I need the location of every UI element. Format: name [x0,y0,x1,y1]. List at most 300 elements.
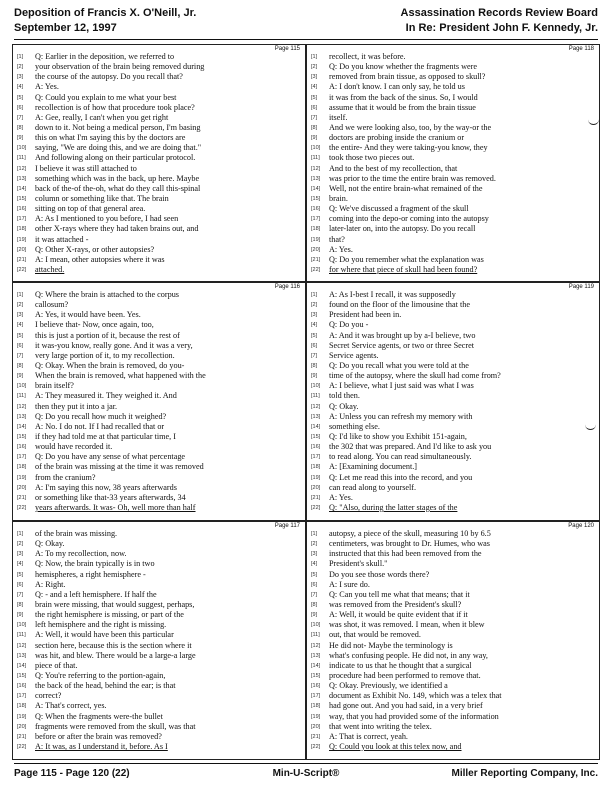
transcript-line [17,204,301,214]
line-text: column or something like that. The brain [35,193,169,203]
transcript-line [311,93,595,103]
line-number: [11] [311,632,320,639]
line-number: [17] [17,454,27,461]
line-text: indicate to us that he thought that a surgical [329,660,472,670]
line-text: brain were missing, that would suggest, perhaps, [35,599,195,609]
transcript-line [17,661,301,671]
line-text: sitting on top of that general area. [35,204,146,214]
line-text: When the brain is removed, what happened with the [35,371,206,381]
line-number: [2] [311,64,318,71]
transcript-line [17,133,301,143]
line-number: [13] [17,175,27,182]
transcript-line [311,590,595,600]
transcript-line [17,671,301,681]
line-number: [3] [311,312,318,319]
line-number: [1] [311,531,318,537]
line-number: [3] [311,551,318,558]
transcript-line [311,402,595,412]
transcript-line [311,422,595,432]
line-text: very large portion of it, to my recollection. [35,350,175,360]
line-text: A: That is correct, yeah. [329,731,408,741]
transcript-line [17,113,301,123]
line-number: [12] [311,403,321,410]
line-text: Q: Do you know whether the fragments were [329,62,478,72]
transcript-line [311,184,595,194]
transcript-line [17,432,301,442]
page-number: Page 116 [274,284,300,290]
line-number: [7] [17,352,24,359]
transcript-line [17,391,301,401]
line-text: Q: - and a left hemisphere. If half the [35,589,157,599]
line-text: that went into writing the telex. [329,721,432,731]
line-number: [19] [17,713,27,720]
line-text: A: And it was brought up by a-I believe, two [329,330,476,340]
line-text: time of the autopsy, where the skull had come from? [329,371,501,381]
line-text: your observation of the brain being removed during [35,62,205,72]
transcript-line [17,82,301,92]
transcript-line [311,361,595,371]
transcript-line [17,214,301,224]
transcript-line [17,559,301,569]
line-text: And to the best of my recollection, that [329,163,458,173]
line-text: of the brain was missing at the time it was removed [35,462,204,472]
line-number: [22] [17,266,27,273]
line-number: [22] [17,504,27,511]
transcript-page [306,282,600,521]
board-name: Assassination Records Review Board [400,7,598,19]
line-text: A: Yes. [329,492,353,502]
line-number: [3] [17,551,24,558]
deposition-date: September 12, 1997 [14,22,117,34]
line-text: brain itself? [35,381,74,391]
line-text: of the brain was missing. [35,529,118,538]
transcript-line [311,559,595,569]
transcript-line [311,529,595,539]
transcript-line [311,671,595,681]
transcript-line [311,630,595,640]
line-number: [10] [17,145,27,152]
line-number: [14] [311,423,321,430]
line-number: [1] [311,292,318,298]
line-number: [17] [311,693,321,700]
transcript-line [17,732,301,742]
line-text: Q: "Also, during the latter stages of the [329,502,458,512]
transcript-line [17,681,301,691]
line-number: [11] [17,155,26,162]
line-number: [20] [311,723,321,730]
transcript-line [17,62,301,72]
line-text: Q: Can you tell me what that means; that it [329,589,470,599]
line-text: A: That's correct, yes. [35,701,107,711]
line-number: [11] [17,632,26,639]
line-text: found on the floor of the limousine that the [329,300,470,310]
transcript-line [311,133,595,143]
transcript-line [17,712,301,722]
transcript-line [311,310,595,320]
line-number: [15] [311,433,321,440]
line-text: it was attached - [35,234,89,244]
transcript-line [311,194,595,204]
transcript-line [311,391,595,401]
line-number: [1] [17,292,24,298]
transcript-line [311,549,595,559]
line-number: [18] [17,703,27,710]
transcript-line [311,123,595,133]
line-number: [7] [311,591,318,598]
line-text: Q: Earlier in the deposition, we referred to [35,52,175,61]
line-text: A: Unless you can refresh my memory with [329,411,473,421]
transcript-line [17,381,301,391]
line-text: was removed from the President's skull? [329,599,462,609]
transcript-line [311,742,595,752]
transcript-line [311,113,595,123]
line-text: or something like that-33 years afterwards, 34 [35,492,186,502]
line-number: [13] [17,652,27,659]
transcript-line [311,174,595,184]
line-number: [18] [311,226,321,233]
line-number: [22] [311,743,321,750]
line-number: [22] [311,504,321,511]
line-number: [22] [311,266,321,273]
line-text: Q: Do you recall how much it weighed? [35,411,167,421]
transcript-line [17,224,301,234]
line-number: [6] [17,581,24,588]
line-text: President had been in. [329,310,402,320]
line-number: [8] [311,601,318,608]
line-number: [7] [17,591,24,598]
transcript-line [17,402,301,412]
line-text: was shot, it was removed. I mean, when it blew [329,620,485,630]
transcript-line [311,661,595,671]
line-text: removed from brain tissue, as opposed to skull? [329,72,486,82]
line-number: [17] [311,454,321,461]
line-number: [21] [17,494,27,501]
line-number: [5] [311,94,318,101]
transcript-line [17,93,301,103]
line-number: [15] [17,195,27,202]
transcript-line [17,361,301,371]
line-text: I believe that- Now, once again, too, [35,320,154,330]
transcript-line [17,174,301,184]
line-text: A: I'm saying this now, 38 years afterwards [35,482,177,492]
line-number: [10] [311,383,321,390]
line-text: He did not- Maybe the terminology is [329,640,453,650]
line-text: Q: Okay. [329,401,359,411]
line-text: was prior to the time the entire brain was removed. [329,173,496,183]
line-text: took those two pieces out. [329,153,415,163]
line-text: brain. [329,193,348,203]
header-right [401,6,598,36]
line-text: A: I believe, what I just said was what I was [329,381,474,391]
deposition-name: Deposition of Francis X. O'Neill, Jr. [14,7,197,19]
line-number: [5] [17,571,24,578]
line-number: [19] [17,474,27,481]
line-text: can read along to yourself. [329,482,417,492]
transcript-footer [14,768,598,784]
transcript-line [17,442,301,452]
line-text: document as Exhibit No. 149, which was a telex that [329,691,502,701]
line-text: centimeters, was brought to Dr. Humes, who was [329,539,490,549]
transcript-line [311,204,595,214]
line-text: Q: We've discussed a fragment of the skull [329,204,469,214]
transcript-pages-grid [12,44,600,760]
line-number: [4] [17,322,24,329]
transcript-line [311,483,595,493]
transcript-line [311,462,595,472]
page-number: Page 115 [274,46,300,52]
line-text: A: Right. [35,579,66,589]
transcript-line [17,351,301,361]
footer-company: Miller Reporting Company, Inc. [451,768,598,779]
transcript-line [311,712,595,722]
line-number: [2] [311,541,318,548]
line-text: A: I mean, other autopsies where it was [35,254,165,264]
line-text: left hemisphere and the right is missing. [35,620,167,630]
line-number: [12] [17,403,27,410]
transcript-line [17,72,301,82]
line-number: [9] [311,612,318,619]
line-number: [1] [311,54,318,60]
line-text: A: Yes. [329,244,353,254]
footer-software: Min-U-Script® [272,768,340,779]
line-number: [14] [311,662,321,669]
line-text: that? [329,234,345,244]
transcript-page [306,44,600,282]
line-text: Do you see those words there? [329,569,430,579]
line-text: Q: Where the brain is attached to the corpus [35,290,179,299]
line-number: [4] [311,84,318,91]
transcript-line [17,483,301,493]
line-number: [13] [17,413,27,420]
transcript-line [311,620,595,630]
line-number: [3] [17,312,24,319]
transcript-line [311,164,595,174]
line-text: fragments were removed from the skull, was that [35,721,196,731]
footer-rule [14,763,598,764]
line-number: [4] [311,322,318,329]
transcript-line [311,580,595,590]
transcript-line [311,503,595,513]
line-number: [2] [17,302,24,309]
transcript-line [17,331,301,341]
line-number: [15] [311,672,321,679]
line-text: Q: Okay. When the brain is removed, do you- [35,360,185,370]
line-text: saying, "We are doing this, and we are doing that." [35,143,202,153]
transcript-line [17,630,301,640]
header-left [14,6,196,36]
line-number: [16] [311,206,321,213]
line-number: [14] [17,423,27,430]
line-number: [5] [311,571,318,578]
line-text: doctors are probing inside the cranium or [329,133,465,143]
transcript-line [311,641,595,651]
transcript-line [17,742,301,752]
line-number: [9] [17,135,24,142]
header-rule [14,39,598,40]
line-text: recollection is of how that procedure took place? [35,102,195,112]
line-number: [19] [311,474,321,481]
transcript-line [17,549,301,559]
line-text: piece of that. [35,660,78,670]
transcript-line [311,651,595,661]
transcript-page [306,521,600,760]
transcript-line [17,255,301,265]
line-number: [8] [17,362,24,369]
line-number: [9] [311,373,318,380]
line-text: this is just a portion of it, because the rest of [35,330,180,340]
line-number: [2] [17,541,24,548]
line-text: way, that you had provided some of the information [329,711,499,721]
line-number: [8] [17,601,24,608]
line-number: [21] [311,733,321,740]
line-text: down to it. Not being a medical person, I'm basing [35,122,201,132]
transcript-line [311,452,595,462]
line-text: for where that piece of skull had been found? [329,264,478,274]
transcript-line [311,245,595,255]
line-text: assume that it would be from the brain tissue [329,102,476,112]
line-text: Q: Do you remember what the explanation was [329,254,484,264]
transcript-line [311,539,595,549]
transcript-line [17,462,301,472]
line-text: A: I sure do. [329,579,370,589]
line-number: [12] [311,642,321,649]
line-text: Q: Okay. [35,539,65,549]
line-text: something else. [329,421,380,431]
line-number: [15] [17,672,27,679]
line-number: [11] [17,393,26,400]
line-text: Q: Other X-rays, or other autopsies? [35,244,155,254]
line-text: Q: Do you - [329,320,369,330]
line-number: [4] [17,561,24,568]
line-number: [9] [311,135,318,142]
line-number: [8] [311,362,318,369]
line-number: [18] [311,703,321,710]
line-text: told then. [329,391,360,401]
line-number: [11] [311,393,320,400]
line-text: the entire- And they were taking-you know, they [329,143,488,153]
case-name: In Re: President John F. Kennedy, Jr. [405,22,598,34]
line-text: A: I don't know. I can only say, he told us [329,82,465,92]
transcript-line [17,265,301,275]
line-number: [16] [311,683,321,690]
line-text: A: Gee, really, I can't when you get right [35,112,169,122]
line-text: what's confusing people. He did not, in any way, [329,650,488,660]
transcript-line [17,493,301,503]
line-text: Q: Could you explain to me what your best [35,92,177,102]
page-number: Page 119 [568,284,594,290]
line-text: And following along on their particular protocol. [35,153,196,163]
transcript-line [17,290,301,300]
transcript-line [17,691,301,701]
line-number: [12] [311,165,321,172]
line-text: hemispheres, a right hemisphere - [35,569,146,579]
line-number: [6] [311,581,318,588]
transcript-line [17,143,301,153]
transcript-line [17,103,301,113]
line-text: it was-you know, really gone. And it was a very, [35,340,193,350]
line-text: Q: Now, the brain typically is in two [35,559,155,569]
line-text: then they put it into a jar. [35,401,118,411]
transcript-line [311,62,595,72]
line-number: [13] [311,652,321,659]
line-number: [14] [17,185,27,192]
line-text: back of the-of the-oh, what do they call this-spinal [35,183,201,193]
line-number: [16] [17,683,27,690]
line-number: [12] [17,642,27,649]
line-number: [6] [17,342,24,349]
transcript-line [311,300,595,310]
footer-page-range: Page 115 - Page 120 (22) [14,768,130,779]
line-text: attached. [35,264,65,274]
line-text: procedure had been performed to remove that. [329,670,481,680]
transcript-line [311,600,595,610]
transcript-line [17,123,301,133]
line-number: [8] [311,124,318,131]
line-number: [1] [17,54,24,60]
transcript-line [17,620,301,630]
transcript-line [17,300,301,310]
line-text: Q: I'd like to show you Exhibit 151-again, [329,431,467,441]
line-text: later-later on, into the autopsy. Do you recall [329,224,476,234]
line-number: [12] [17,165,27,172]
page-number: Page 117 [274,523,300,529]
transcript-page [12,282,306,521]
line-number: [16] [311,444,321,451]
line-number: [13] [311,175,321,182]
transcript-line [17,245,301,255]
line-number: [20] [17,484,27,491]
line-text: the course of the autopsy. Do you recall that? [35,72,183,82]
line-number: [21] [17,733,27,740]
transcript-line [311,52,595,62]
transcript-line [17,473,301,483]
line-number: [19] [17,236,27,243]
line-text: correct? [35,691,62,701]
line-number: [11] [311,155,320,162]
line-number: [15] [17,433,27,440]
page-number: Page 120 [568,523,594,529]
transcript-line [311,691,595,701]
line-text: itself. [329,112,348,122]
transcript-page [12,44,306,282]
line-text: Q: Okay. Previously, we identified a [329,681,448,691]
line-text: Q: When the fragments were-the bullet [35,711,163,721]
line-text: Secret Service agents, or two or three Secret [329,340,475,350]
line-number: [6] [311,104,318,111]
line-number: [3] [17,74,24,81]
line-text: something which was in the back, up here. Maybe [35,173,200,183]
line-text: A: Yes, it would have been. Yes. [35,310,141,320]
transcript-line [17,184,301,194]
line-number: [14] [17,662,27,669]
transcript-line [17,570,301,580]
line-number: [16] [17,206,27,213]
line-text: out, that would be removed. [329,630,421,640]
line-number: [9] [17,373,24,380]
transcript-line [311,442,595,452]
line-number: [9] [17,612,24,619]
line-number: [20] [17,723,27,730]
transcript-line [311,381,595,391]
transcript-line [311,473,595,483]
line-number: [17] [17,216,27,223]
transcript-line [17,153,301,163]
transcript-line [311,143,595,153]
transcript-line [311,412,595,422]
transcript-line [17,371,301,381]
transcript-line [311,610,595,620]
transcript-line [311,341,595,351]
